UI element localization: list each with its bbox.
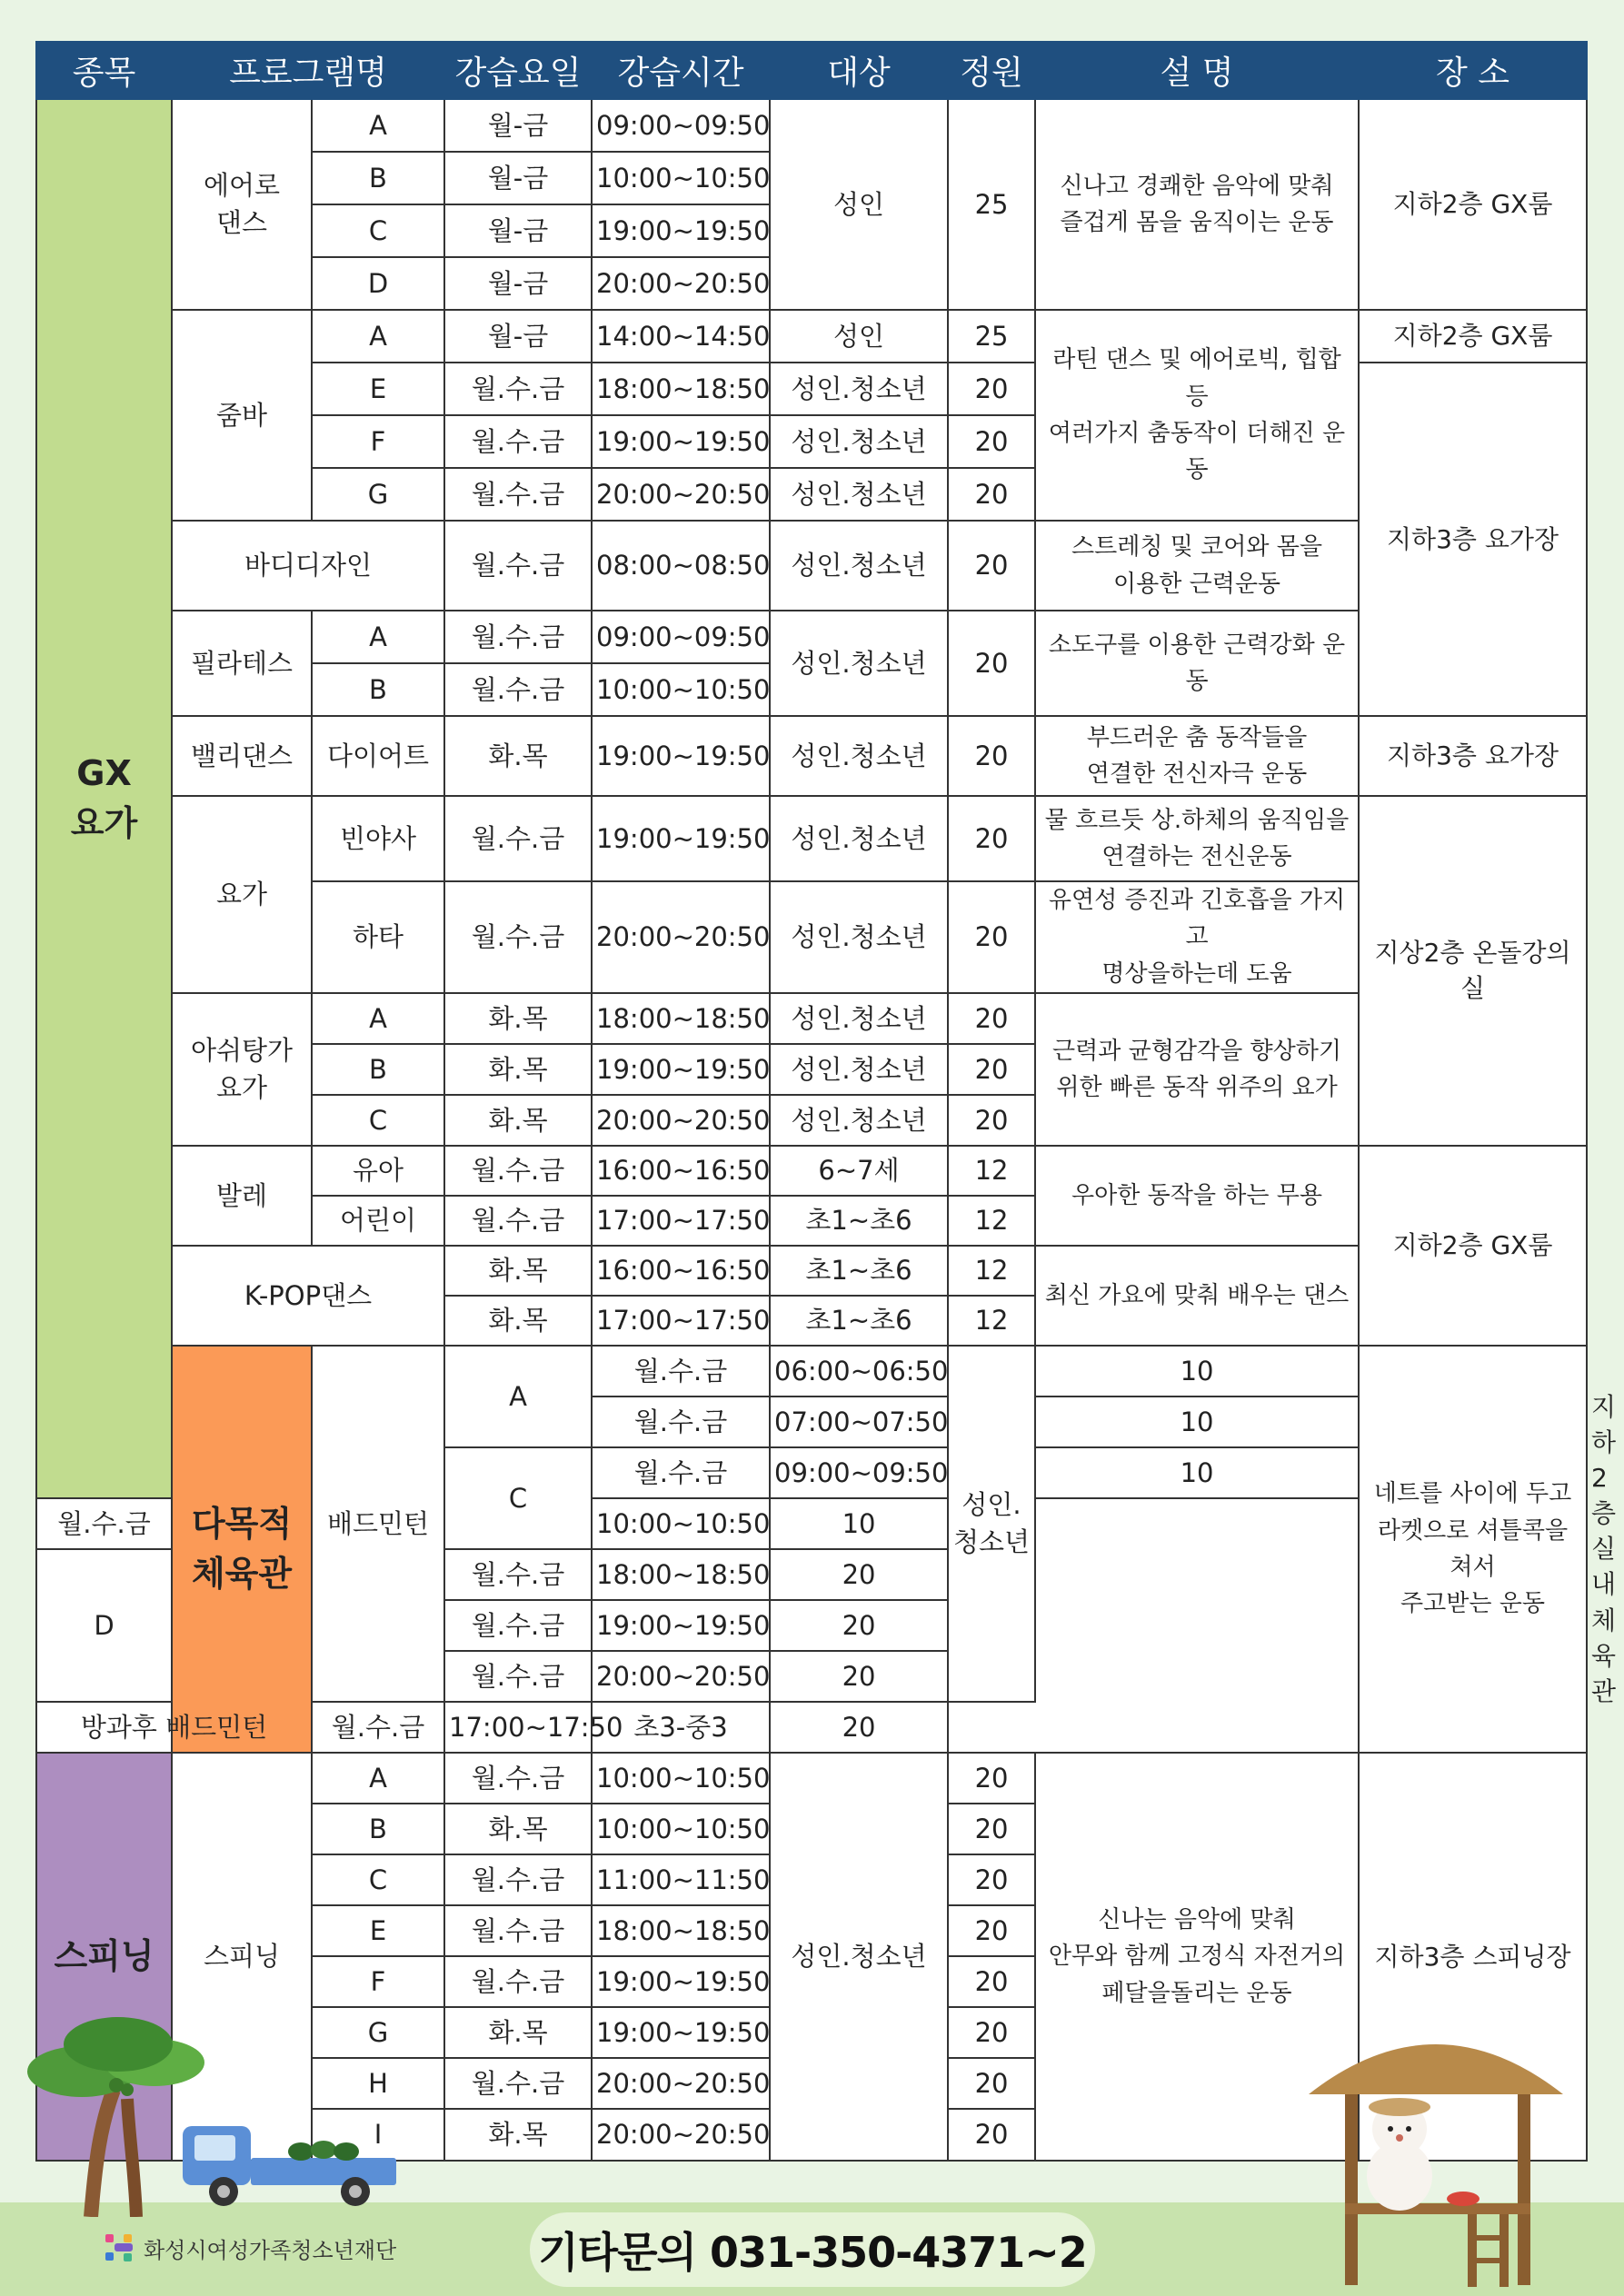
class-time: 19:00~19:50: [592, 1600, 770, 1651]
class-code: A: [312, 611, 444, 663]
class-code: A: [312, 1753, 444, 1804]
class-time: 06:00~06:50: [770, 1346, 948, 1396]
program-description: 근력과 균형감각을 향상하기 위한 빠른 동작 위주의 요가: [1035, 993, 1359, 1146]
program-name: 에어로 댄스: [172, 99, 312, 310]
class-day: 월-금: [444, 152, 592, 204]
class-code: F: [312, 415, 444, 468]
class-target: 초1~초6: [770, 1296, 948, 1346]
class-capacity: 20: [770, 1549, 948, 1600]
class-capacity: 10: [1035, 1396, 1359, 1447]
header-category: 종목: [36, 42, 172, 99]
class-capacity: 20: [948, 415, 1035, 468]
table-row: [36, 611, 1587, 663]
class-time: 20:00~20:50: [592, 2058, 770, 2109]
class-capacity: 20: [948, 363, 1035, 415]
class-time: 09:00~09:50: [770, 1447, 948, 1498]
class-code: 유아: [312, 1146, 444, 1196]
class-capacity: 12: [948, 1146, 1035, 1196]
category-gx-yoga: GX 요가: [36, 99, 172, 1498]
program-schedule-table: [35, 41, 1617, 2162]
class-code: D: [312, 257, 444, 310]
class-code: 어린이: [312, 1196, 444, 1246]
class-capacity: 10: [1035, 1447, 1359, 1498]
class-time: 14:00~14:50: [592, 310, 770, 363]
class-day: 월.수.금: [444, 2058, 592, 2109]
class-code: G: [312, 2007, 444, 2058]
class-capacity: 20: [770, 1600, 948, 1651]
bear-character-icon: [1367, 2098, 1432, 2211]
program-name: 방과후 배드민턴: [36, 1702, 312, 1753]
table-row: [36, 521, 1587, 611]
class-target: 성인.청소년: [770, 881, 948, 993]
program-name: 아쉬탕가 요가: [172, 993, 312, 1146]
table-row: [36, 796, 1587, 881]
class-time: 20:00~20:50: [592, 468, 770, 521]
class-time: 10:00~10:50: [592, 1498, 770, 1549]
class-time: 19:00~19:50: [592, 796, 770, 881]
class-time: 09:00~09:50: [592, 611, 770, 663]
class-target: 성인.청소년: [770, 611, 948, 716]
class-day: 월.수.금: [444, 1753, 592, 1804]
class-target: 성인.청소년: [770, 796, 948, 881]
class-capacity: 20: [948, 468, 1035, 521]
class-capacity: 20: [770, 1702, 948, 1753]
class-time: 08:00~08:50: [592, 521, 770, 611]
class-capacity: 12: [948, 1296, 1035, 1346]
class-capacity: 20: [948, 1956, 1035, 2007]
class-day: 월.수.금: [444, 415, 592, 468]
class-target: 성인.청소년: [948, 1346, 1035, 1702]
class-day: 화.목: [444, 1246, 592, 1296]
class-target: 성인.청소년: [770, 716, 948, 796]
class-day: 월.수.금: [444, 663, 592, 716]
program-name: 밸리댄스: [172, 716, 312, 796]
program-description: 네트를 사이에 두고 라켓으로 셔틀콕을 쳐서 주고받는 운동: [1359, 1346, 1587, 1753]
program-name: 발레: [172, 1146, 312, 1246]
class-capacity: 10: [1035, 1346, 1359, 1396]
org-logo-icon: [104, 2231, 135, 2265]
class-time: 10:00~10:50: [592, 152, 770, 204]
class-capacity: 20: [948, 2007, 1035, 2058]
class-capacity: 20: [948, 521, 1035, 611]
program-name: 스피닝: [172, 1753, 312, 2161]
class-time: 19:00~19:50: [592, 204, 770, 257]
class-day: 월.수.금: [444, 363, 592, 415]
class-day: 월.수.금: [444, 881, 592, 993]
header-time: 강습시간: [592, 42, 770, 99]
class-capacity: 20: [948, 796, 1035, 881]
class-day: 월.수.금: [592, 1396, 770, 1447]
org-logo: [104, 2231, 396, 2265]
class-code: I: [312, 2109, 444, 2161]
table-row: [36, 99, 1587, 152]
class-target: 성인.청소년: [770, 363, 948, 415]
table-row: 다목적 체육관 배드민턴 A 월.수.금 06:00~06:50 성인.청소년 10 네트를 사이에 두고 라켓으로 셔틀콕을 쳐서 주고받는 운동 지하2층 실내체육관: [36, 1346, 1587, 1396]
class-day: 월.수.금: [444, 1600, 592, 1651]
class-day: 월-금: [444, 310, 592, 363]
class-time: 09:00~09:50: [592, 99, 770, 152]
class-time: 16:00~16:50: [592, 1246, 770, 1296]
class-target: 초1~초6: [770, 1196, 948, 1246]
class-target: 초1~초6: [770, 1246, 948, 1296]
contact-banner: [530, 2212, 1095, 2287]
class-code: C: [444, 1447, 592, 1549]
table-row: [36, 1753, 1587, 1804]
class-day: 월.수.금: [36, 1498, 172, 1549]
class-target: 6~7세: [770, 1146, 948, 1196]
program-location: 지하3층 요가장: [1359, 716, 1587, 796]
class-capacity: 20: [948, 611, 1035, 716]
program-location: 지하3층 요가장: [1359, 363, 1587, 716]
class-time: 20:00~20:50: [592, 1651, 770, 1702]
class-time: 20:00~20:50: [592, 257, 770, 310]
class-capacity: 20: [948, 1044, 1035, 1095]
class-capacity: 25: [948, 310, 1035, 363]
class-day: 월.수.금: [312, 1702, 444, 1753]
header-target: 대상: [770, 42, 948, 99]
program-location: 지하2층 GX룸: [1359, 310, 1587, 363]
class-day: 월.수.금: [444, 468, 592, 521]
program-description: 물 흐르듯 상.하체의 움직임을 연결하는 전신운동: [1035, 796, 1359, 881]
class-day: 화.목: [444, 993, 592, 1044]
class-day: 월.수.금: [444, 1549, 592, 1600]
org-name: 화성시여성가족청소년재단: [144, 2237, 397, 2263]
class-day: 월.수.금: [444, 1196, 592, 1246]
class-time: 18:00~18:50: [592, 993, 770, 1044]
class-code: H: [312, 2058, 444, 2109]
class-code: A: [444, 1346, 592, 1447]
class-time: 19:00~19:50: [592, 1044, 770, 1095]
table-row: [36, 716, 1587, 796]
class-day: 화.목: [444, 1296, 592, 1346]
class-code: 하타: [312, 881, 444, 993]
class-code: G: [312, 468, 444, 521]
class-code: E: [312, 1905, 444, 1956]
class-capacity: 20: [948, 1753, 1035, 1804]
class-code: A: [312, 993, 444, 1044]
class-day: 월.수.금: [444, 611, 592, 663]
class-target: 초3-중3: [592, 1702, 770, 1753]
program-name: 필라테스: [172, 611, 312, 716]
program-description: 우아한 동작을 하는 무용: [1035, 1146, 1359, 1246]
class-day: 월.수.금: [444, 521, 592, 611]
program-description: 라틴 댄스 및 에어로빅, 힙합 등 여러가지 춤동작이 더해진 운동: [1035, 310, 1359, 521]
class-time: 19:00~19:50: [592, 716, 770, 796]
class-target: 성인.청소년: [770, 521, 948, 611]
class-code: B: [312, 1804, 444, 1854]
program-description: 신나고 경쾌한 음악에 맞춰 즐겁게 몸을 움직이는 운동: [1035, 99, 1359, 310]
program-description: 유연성 증진과 긴호흡을 가지고 명상을하는데 도움: [1035, 881, 1359, 993]
program-name: 바디디자인: [172, 521, 444, 611]
class-target: 성인.청소년: [770, 415, 948, 468]
class-target: 성인: [770, 99, 948, 310]
class-day: 월-금: [444, 257, 592, 310]
class-capacity: 20: [770, 1651, 948, 1702]
table-row: [36, 1246, 1587, 1296]
class-capacity: 20: [948, 2109, 1035, 2161]
class-capacity: 20: [948, 993, 1035, 1044]
class-day: 월.수.금: [592, 1447, 770, 1498]
category-spinning: 스피닝: [36, 1753, 172, 2161]
class-time: 11:00~11:50: [592, 1854, 770, 1905]
header-location: 장 소: [1359, 42, 1587, 99]
class-time: 10:00~10:50: [592, 1804, 770, 1854]
class-capacity: 20: [948, 881, 1035, 993]
class-time: 19:00~19:50: [592, 2007, 770, 2058]
class-day: 월.수.금: [444, 1146, 592, 1196]
program-name: 요가: [172, 796, 312, 993]
class-day: 월.수.금: [592, 1346, 770, 1396]
program-description: 소도구를 이용한 근력강화 운동: [1035, 611, 1359, 716]
header-description: 설 명: [1035, 42, 1359, 99]
class-code: C: [312, 1854, 444, 1905]
table-row: [36, 993, 1587, 1044]
class-code: D: [36, 1549, 172, 1702]
program-description: 최신 가요에 맞춰 배우는 댄스: [1035, 1246, 1359, 1346]
class-day: 월.수.금: [444, 1905, 592, 1956]
class-capacity: 10: [770, 1498, 948, 1549]
class-day: 화.목: [444, 1095, 592, 1146]
program-name: 배드민턴: [312, 1346, 444, 1702]
class-code: E: [312, 363, 444, 415]
class-day: 월.수.금: [444, 1651, 592, 1702]
class-time: 10:00~10:50: [592, 663, 770, 716]
class-time: 18:00~18:50: [592, 363, 770, 415]
class-code: B: [312, 1044, 444, 1095]
header-program: 프로그램명: [172, 42, 444, 99]
class-target: 성인.청소년: [770, 1044, 948, 1095]
program-description: 부드러운 춤 동작들을 연결한 전신자극 운동: [1035, 716, 1359, 796]
class-day: 월.수.금: [444, 1854, 592, 1905]
header-capacity: 정원: [948, 42, 1035, 99]
header-day: 강습요일: [444, 42, 592, 99]
class-code: C: [312, 1095, 444, 1146]
class-time: 17:00~17:50: [592, 1296, 770, 1346]
class-capacity: 20: [948, 1095, 1035, 1146]
class-capacity: 12: [948, 1196, 1035, 1246]
class-day: 월-금: [444, 204, 592, 257]
truck-icon: [178, 2108, 405, 2212]
category-multipurpose-gym: 다목적 체육관: [172, 1346, 312, 1753]
class-code: B: [312, 152, 444, 204]
program-location: 지상2층 온돌강의실: [1359, 796, 1587, 1146]
class-time: 20:00~20:50: [592, 1095, 770, 1146]
class-time: 17:00~17:50: [592, 1196, 770, 1246]
class-code: A: [312, 99, 444, 152]
class-code: 빈야사: [312, 796, 444, 881]
class-time: 19:00~19:50: [592, 415, 770, 468]
class-code: F: [312, 1956, 444, 2007]
class-day: 화.목: [444, 716, 592, 796]
program-location: 지하3층 스피닝장: [1359, 1753, 1587, 2161]
class-capacity: 20: [948, 2058, 1035, 2109]
class-day: 화.목: [444, 1804, 592, 1854]
class-time: 20:00~20:50: [592, 881, 770, 993]
class-time: 20:00~20:50: [592, 2109, 770, 2161]
class-target: 성인.청소년: [770, 468, 948, 521]
table-row: [36, 1702, 1587, 1753]
class-code: 다이어트: [312, 716, 444, 796]
class-day: 화.목: [444, 2007, 592, 2058]
class-day: 화.목: [444, 2109, 592, 2161]
class-target: 성인.청소년: [770, 1095, 948, 1146]
program-name: K-POP댄스: [172, 1246, 444, 1346]
header-row: [36, 42, 1587, 99]
class-target: 성인: [770, 310, 948, 363]
class-capacity: 12: [948, 1246, 1035, 1296]
class-time: 10:00~10:50: [592, 1753, 770, 1804]
class-code: C: [312, 204, 444, 257]
class-target: 성인.청소년: [770, 1753, 948, 2161]
class-time: 18:00~18:50: [592, 1549, 770, 1600]
class-time: 17:00~17:50: [444, 1702, 592, 1753]
class-capacity: 20: [948, 1804, 1035, 1854]
class-code: A: [312, 310, 444, 363]
class-day: 월-금: [444, 99, 592, 152]
program-name: 줌바: [172, 310, 312, 521]
class-capacity: 20: [948, 1905, 1035, 1956]
table-row: [36, 1146, 1587, 1196]
program-location: 지하2층 GX룸: [1359, 1146, 1587, 1346]
program-description: 신나는 음악에 맞춰 안무와 함께 고정식 자전거의 페달을돌리는 운동: [1035, 1753, 1359, 2161]
program-description: 스트레칭 및 코어와 몸을 이용한 근력운동: [1035, 521, 1359, 611]
pavilion-icon: [1290, 2013, 1581, 2294]
class-target: 성인.청소년: [770, 993, 948, 1044]
class-day: 화.목: [444, 1044, 592, 1095]
class-time: 19:00~19:50: [592, 1956, 770, 2007]
class-code: B: [312, 663, 444, 716]
class-capacity: 20: [948, 1854, 1035, 1905]
program-location: 지하2층 GX룸: [1359, 99, 1587, 310]
table-row: [36, 310, 1587, 363]
class-capacity: 25: [948, 99, 1035, 310]
class-time: 18:00~18:50: [592, 1905, 770, 1956]
class-capacity: 20: [948, 716, 1035, 796]
class-time: 16:00~16:50: [592, 1146, 770, 1196]
class-day: 월.수.금: [444, 796, 592, 881]
class-time: 07:00~07:50: [770, 1396, 948, 1447]
class-day: 월.수.금: [444, 1956, 592, 2007]
contact-text: 기타문의 031-350-4371~2: [538, 2228, 1087, 2277]
